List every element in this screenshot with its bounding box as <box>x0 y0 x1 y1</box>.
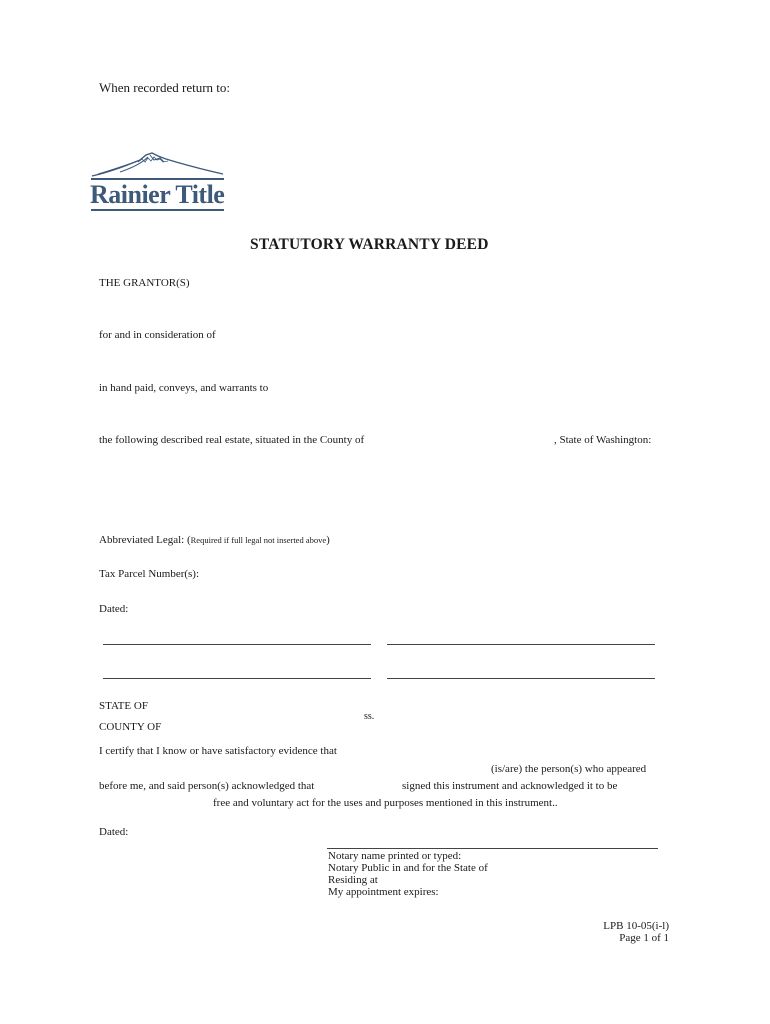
county-of-label: COUNTY OF <box>99 721 162 733</box>
signature-line-3[interactable] <box>103 678 371 679</box>
real-estate-label: the following described real estate, situated in the County of <box>99 434 365 446</box>
signature-line-1[interactable] <box>103 644 371 645</box>
certify-text: I certify that I know or have satisfactory evidence that <box>99 745 337 757</box>
signature-line-2[interactable] <box>387 644 655 645</box>
grantor-label: THE GRANTOR(S) <box>99 277 190 289</box>
page-number: Page 1 of 1 <box>619 932 669 944</box>
abbreviated-legal-note: Required if full legal not inserted above <box>190 535 327 545</box>
logo-bottom-bar <box>91 209 224 211</box>
is-are-text: (is/are) the person(s) who appeared <box>491 763 647 775</box>
dated-label: Dated: <box>99 603 129 615</box>
notary-dated-label: Dated: <box>99 826 129 838</box>
residing-at-label: Residing at <box>328 874 378 886</box>
mountain-icon <box>90 150 225 180</box>
abbreviated-legal-label <box>99 534 330 546</box>
signature-line-4[interactable] <box>387 678 655 679</box>
logo-text: Rainier Title <box>90 180 225 209</box>
abbreviated-legal-close: ) <box>326 534 330 546</box>
state-label: , State of Washington: <box>554 434 652 446</box>
document-title: STATUTORY WARRANTY DEED <box>250 236 489 253</box>
return-to-label: When recorded return to: <box>99 80 231 95</box>
consideration-label: for and in consideration of <box>99 329 216 341</box>
ss-label: ss. <box>364 711 375 722</box>
form-id: LPB 10-05(i-l) <box>603 920 669 932</box>
before-me-text: before me, and said person(s) acknowledged that <box>99 780 315 792</box>
appointment-expires-label: My appointment expires: <box>328 886 439 898</box>
signed-text: signed this instrument and acknowledged it to be <box>402 780 618 792</box>
notary-name-label: Notary name printed or typed: <box>328 850 462 862</box>
conveys-label: in hand paid, conveys, and warrants to <box>99 382 269 394</box>
notary-signature-line[interactable] <box>327 848 658 849</box>
state-of-label: STATE OF <box>99 700 148 712</box>
abbreviated-legal-text: Abbreviated Legal: ( <box>99 534 191 546</box>
notary-public-state-label: Notary Public in and for the State of <box>328 862 488 874</box>
free-act-text: free and voluntary act for the uses and purposes mentioned in this instrument.. <box>213 797 558 809</box>
tax-parcel-label: Tax Parcel Number(s): <box>99 568 200 580</box>
